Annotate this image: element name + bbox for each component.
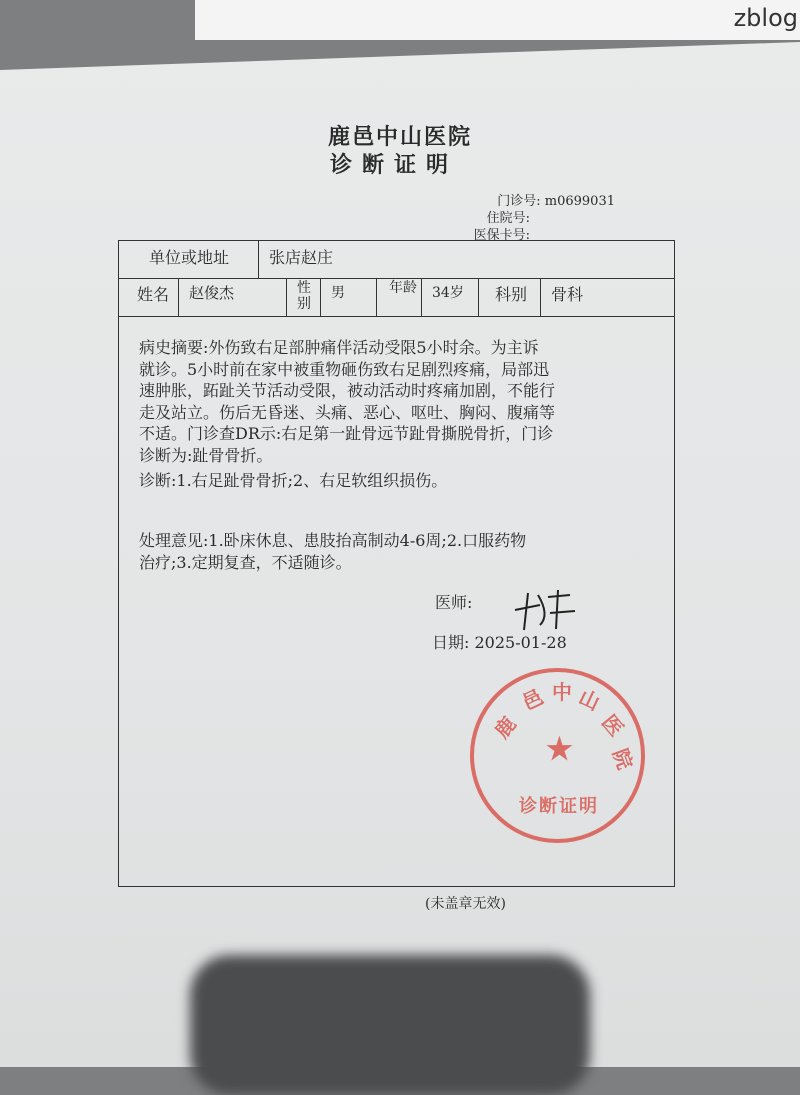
sex-label: 性别 [287, 278, 321, 316]
footer-note: (未盖章无效) [425, 896, 506, 912]
patient-row [119, 278, 674, 317]
issue-date: 日期: 2025-01-28 [432, 633, 567, 652]
top-strip [195, 0, 800, 40]
history-line: 诊断为:趾骨骨折。 [139, 445, 273, 465]
insurance-number-label: 医保卡号: [473, 228, 530, 243]
dept-label: 科别 [479, 278, 541, 316]
hospital-name: 鹿邑中山医院 [328, 124, 473, 150]
age-label: 年龄 [377, 278, 422, 316]
age-value: 34岁 [422, 278, 479, 316]
address-value: 张店赵庄 [269, 248, 334, 267]
phone-shadow [190, 955, 590, 1095]
document-title: 诊断证明 [330, 152, 459, 178]
history-line: 不适。门诊查DR示:右足第一趾骨远节趾骨撕脱骨折，门诊 [139, 424, 554, 443]
address-row [119, 241, 674, 279]
history-line: 走及站立。伤后无昏迷、头痛、恶心、呕吐、胸闷、腹痛等 [139, 402, 556, 422]
treatment-advice [139, 530, 526, 573]
doctor-label: 医师: [435, 593, 473, 612]
history-line: 速肿胀，跖趾关节活动受限，被动活动时疼痛加剧，不能行 [139, 381, 556, 400]
dept-value: 骨科 [551, 285, 584, 304]
advice-line: 处理意见:1.卧床休息、患肢抬高制动4-6周;2.口服药物 [139, 531, 527, 550]
name-label: 姓名 [119, 278, 179, 316]
medical-history [139, 337, 555, 466]
outpatient-number: 门诊号: m0699031 [497, 194, 615, 209]
diagnosis: 诊断:1.右足趾骨骨折;2、右足软组织损伤。 [139, 471, 448, 490]
hospital-seal: 鹿 邑 中 山 医 院 ★ 诊断证明 [470, 668, 645, 843]
watermark: zblog [733, 4, 798, 32]
star-icon: ★ [546, 732, 573, 767]
inpatient-number-label: 住院号: [486, 211, 530, 226]
doctor-signature [510, 585, 580, 635]
name-value: 赵俊杰 [179, 278, 287, 316]
history-line: 病史摘要:外伤致右足部肿痛伴活动受限5小时余。为主诉 [139, 338, 539, 357]
advice-line: 治疗;3.定期复查，不适随诊。 [139, 552, 352, 572]
sex-value: 男 [321, 278, 377, 316]
address-label: 单位或地址 [119, 241, 259, 278]
history-line: 就诊。5小时前在家中被重物砸伤致右足剧烈疼痛，局部迅 [139, 359, 550, 379]
